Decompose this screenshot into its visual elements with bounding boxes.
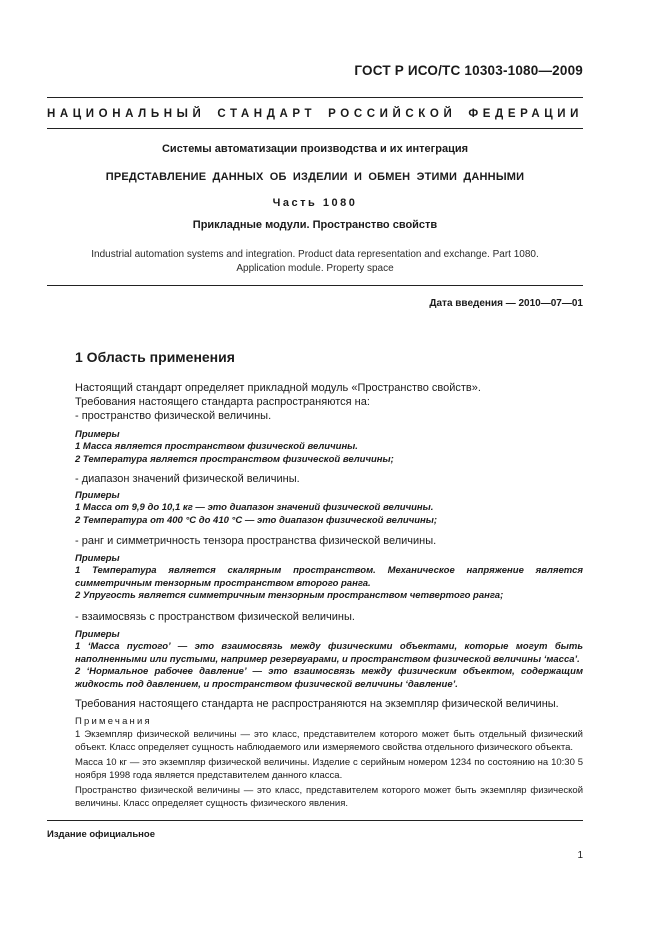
example-line: 2 Температура является пространством физической величины;	[75, 453, 394, 465]
english-title	[47, 248, 583, 276]
banner-rule	[47, 128, 583, 129]
scope-line: Требования настоящего стандарта распространяются на:	[75, 396, 370, 408]
document-title: ПРЕДСТАВЛЕНИЕ ДАННЫХ ОБ ИЗДЕЛИИ И ОБМЕН ЭТИМИ ДАННЫМИ	[105, 171, 525, 183]
list-item: - пространство физической величины.	[75, 410, 272, 422]
notes-heading: Примечания	[75, 716, 152, 727]
official-edition: Издание официальное	[47, 829, 155, 840]
examples-heading: Примеры	[75, 629, 120, 640]
examples-heading: Примеры	[75, 490, 120, 501]
examples-block	[75, 641, 583, 691]
section-heading: 1 Область применения	[75, 349, 235, 365]
note-paragraph: 1 Экземпляр физической величины — это класс, представителем которого может быть отдельный физический объект. Класс определяет сущность наблюдаемого или измеряемого свойства отдельного физического объекта.	[75, 729, 583, 753]
note-paragraph: Пространство физической величины — это класс, представителем которого может быть экземпляр физической величины. Класс определяет сущность физического явления.	[75, 785, 583, 809]
scope-line: Настоящий стандарт определяет прикладной модуль «Пространство свойств».	[75, 382, 481, 394]
national-standard-banner: НАЦИОНАЛЬНЫЙ СТАНДАРТ РОССИЙСКОЙ ФЕДЕРАЦИИ	[47, 108, 583, 120]
part-title: Прикладные модули. Пространство свойств	[192, 219, 438, 231]
example-paragraph: 2 ‘Нормальное рабочее давление’ — это взаимосвязь между физическим объектом, содержащим жидкость под давлением, и пространством физической величины ‘давление’.	[75, 666, 583, 690]
list-item: - взаимосвязь с пространством физической величины.	[75, 611, 355, 623]
scope-intro	[75, 381, 583, 423]
list-item: - ранг и симметричность тензора пространства физической величины.	[75, 535, 437, 547]
examples-heading: Примеры	[75, 429, 120, 440]
english-title-line-2: Application module. Property space	[236, 263, 394, 274]
example-line: 1 Масса от 9,9 до 10,1 кг — это диапазон значений физической величины.	[75, 502, 434, 513]
examples-block	[75, 502, 583, 527]
introduction-date: Дата введения — 2010—07—01	[429, 298, 583, 309]
footer-rule	[47, 820, 583, 821]
part-number: Часть 1080	[272, 197, 358, 209]
document-id: ГОСТ Р ИСО/ТС 10303-1080—2009	[354, 63, 583, 78]
example-line: 2 Температура от 400 °С до 410 °С — это диапазон физической величины;	[75, 514, 438, 526]
example-line: 1 Масса является пространством физической величины.	[75, 441, 358, 452]
note-paragraph: Масса 10 кг — это экземпляр физической величины. Изделие с серийным номером 1234 по состоянию на 10:30 5 ноября 1998 года является представителем данного класса.	[75, 757, 583, 781]
top-rule	[47, 97, 583, 98]
example-line: 2 Упругость является симметричным тензорным пространством четвертого ранга;	[75, 590, 504, 601]
notes-block	[75, 729, 583, 810]
example-paragraph: 1 ‘Масса пустого’ — это взаимосвязь между физическими объектами, которые могут быть наполненными или пустыми, например резервуарами, и пространством физической величины ‘масса’.	[75, 641, 583, 665]
subject-line: Системы автоматизации производства и их интеграция	[161, 143, 469, 155]
title-rule	[47, 285, 583, 286]
examples-heading: Примеры	[75, 553, 120, 564]
example-paragraph: 1 Температура является скалярным пространством. Механическое напряжение является симметричным тензорным пространством второго ранга.	[75, 565, 583, 589]
examples-block	[75, 565, 583, 603]
examples-block	[75, 441, 583, 466]
list-item: - диапазон значений физической величины.	[75, 473, 300, 485]
page-number: 1	[577, 850, 583, 861]
english-title-line-1: Industrial automation systems and integration. Product data representation and exchange. Part 1080.	[91, 249, 539, 260]
exclusion-text: Требования настоящего стандарта не распространяются на экземпляр физической величины.	[75, 698, 559, 710]
